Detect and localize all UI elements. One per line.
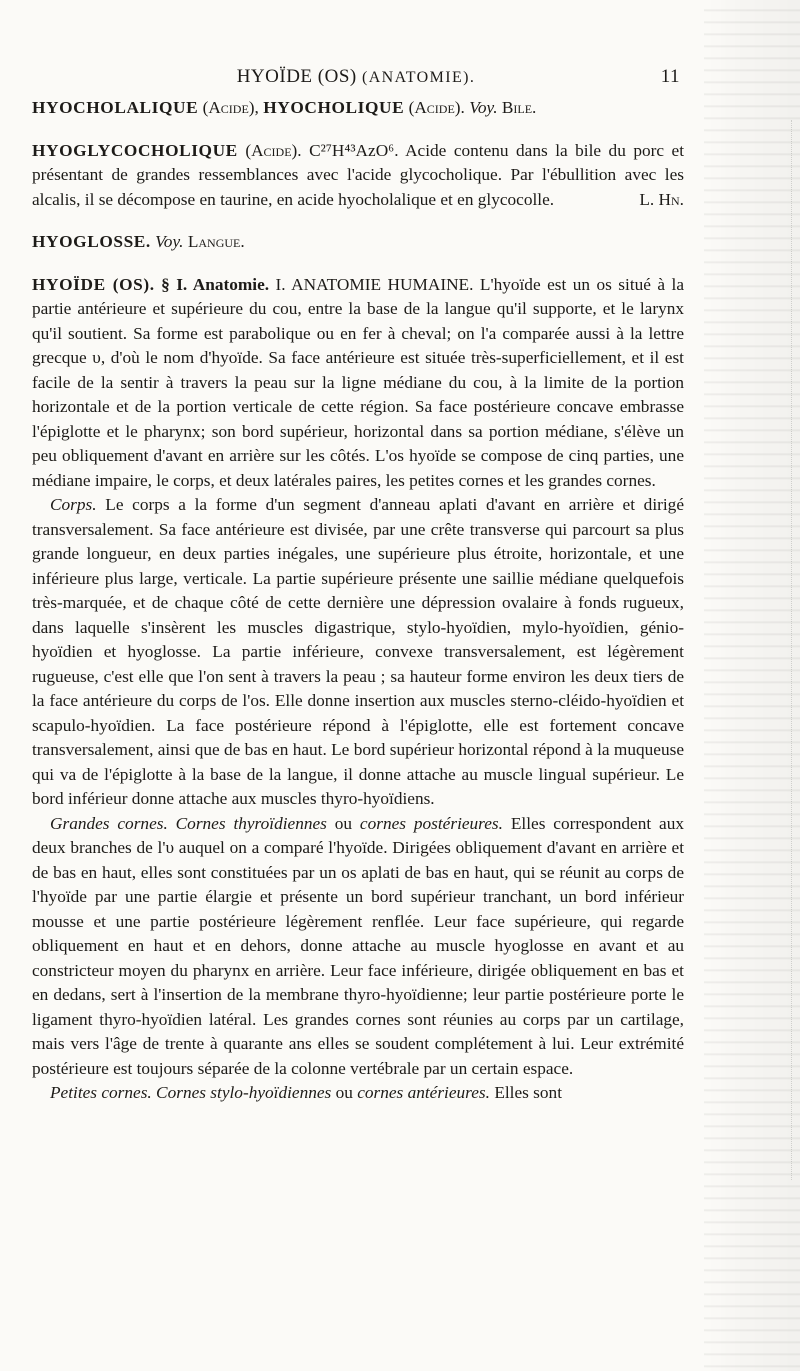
headword: HYOCHOLALIQUE — [32, 98, 199, 117]
paragraph-conjunction: ou — [334, 813, 353, 833]
paragraph-corps — [32, 493, 684, 812]
entry-type: (Acide). — [408, 98, 465, 117]
entry-hyoglosse — [32, 230, 684, 255]
running-head-section: (ANATOMIE). — [361, 69, 476, 86]
paragraph-grandes-cornes — [32, 812, 684, 1082]
headword: HYOGLYCOCHOLIQUE — [32, 140, 238, 160]
running-head — [32, 66, 680, 90]
paragraph-title: Grandes cornes. Cornes thyroïdiennes — [50, 813, 327, 833]
paragraph-alt-title: cornes antérieures. — [357, 1083, 490, 1102]
see-also-ref: Bile. — [501, 98, 537, 117]
page-text — [32, 96, 684, 1106]
entry-hyoide — [32, 273, 684, 494]
paragraph-text: Le corps a la forme d'un segment d'anneau aplati d'avant en arrière et dirigé transversalement. Sa face antérieure est divisée, par une crête transverse qui parcourt sa plus grande longueur, en deux parties inégales, une supérieure plus étroite, horizontale, et une inférieure plus large, verticale. La partie supérieure présente une saillie médiane quelquefois très-marquée, et de chaque côté de cette dernière une dépression ovalaire à fonds rugueux, dans laquelle s'insèrent les muscles digastrique, stylo-hyoïdien, mylo-hyoïdien, génio-hyoïdien et hyoglosse. La partie inférieure, convexe transversalement, est légèrement rugueuse, c'est elle que l'on sent à travers la peau ; sa hauteur forme environ les deux tiers de la face antérieure du corps de l'os. Elle donne insertion aux muscles sterno-cléido-hyoïdien et scapulo-hyoïdien. La face postérieure répond à l'épiglotte, elle est fortement concave transversalement, ainsi que de bas en haut. Le bord supérieur horizontal répond à la muqueuse qui va de l'épiglotte à la base de la langue, il donne attache au muscle lingual supérieur. Le bord inférieur donne attache aux muscles thyro-hyoïdiens. — [32, 495, 684, 808]
entry-type: (Acide), — [202, 98, 259, 117]
headword: HYOÏDE (OS). — [32, 274, 155, 294]
entry-text: Acide contenu dans la bile du porc et présentant de grandes ressemblances avec l'acide glycocholique. Par l'ébullition avec les alcalis, il se décompose en taurine, en acide hyocholalique et en glycocolle. — [32, 140, 684, 209]
entry-type: (Acide). — [245, 140, 302, 160]
running-head-title: HYOÏDE (OS) — [236, 66, 357, 87]
entry-intro: L'hyoïde est un os situé à la partie antérieure et supérieure du cou, entre la base de la langue qu'il supporte, et le larynx qu'il soutient. Sa forme est parabolique ou en fer à cheval; on l'a comparée aussi à la lettre grecque υ, d'où le nom d'hyoïde. Sa face antérieure est située très-superficiellement, et il est facile de la sentir à travers la peau sur la ligne médiane du cou, à la limite de la portion horizontale et de la portion verticale de cette région. Sa face postérieure concave embrasse l'épiglotte et le pharynx; son bord supérieur, horizontal dans sa portion médiane, s'élève un peu obliquement d'avant en arrière sur les côtés. L'os hyoïde se compose de cinq parties, une médiane impaire, le corps, et deux latérales paires, les petites cornes et les grandes cornes. — [32, 274, 684, 490]
chemical-formula: C²⁷H⁴³AzO⁶. — [309, 140, 399, 160]
entry-author: L. Hn. — [639, 189, 684, 209]
headword: HYOCHOLIQUE — [263, 98, 405, 117]
paragraph-text: Elles sont — [494, 1083, 562, 1102]
paragraph-text: Elles correspondent aux deux branches de l'υ auquel on a comparé l'hyoïde. Dirigées obliquement d'avant en arrière et de bas en haut, elles sont constituées par un os aplati de bas en haut, qui se réunit au corps de l'hyoïde par une partie élargie et présente un bord supérieur tranchant, un bord inférieur mousse et une partie postérieure légèrement renflée. Leur face supérieure, qui regarde obliquement en haut et en dehors, donne attache au muscle hyoglosse en avant et au constricteur moyen du pharynx en arrière. Leur face inférieure, dirigée obliquement en bas et en dedans, sert à l'insertion de la membrane thyro-hyoïdienne; leur partie postérieure porte le ligament thyro-hyoïdien latéral. Les grandes cornes sont réunies au corps par un cartilage, mais vers l'âge de trente à quarante ans elles se soudent complétement à lui. Leur extrémité postérieure est toujours séparée de la colonne vertébrale par un certain espace. — [32, 813, 684, 1078]
see-also-label: Voy. — [155, 232, 184, 251]
paragraph-petites-cornes — [32, 1081, 684, 1106]
section-heading: § I. Anatomie. — [161, 274, 270, 294]
entry-hyocholalique — [32, 96, 684, 121]
page-number: 11 — [660, 66, 680, 87]
paragraph-title: Petites cornes. Cornes stylo-hyoïdiennes — [50, 1083, 332, 1102]
margin-scan-line — [751, 120, 792, 1180]
subsection-heading: I. ANATOMIE HUMAINE. — [275, 274, 474, 294]
paragraph-alt-title: cornes postérieures. — [359, 813, 503, 833]
headword: HYOGLOSSE. — [32, 232, 151, 251]
paragraph-conjunction: ou — [335, 1083, 353, 1102]
see-also-ref: Langue. — [187, 232, 245, 251]
paragraph-title: Corps. — [50, 495, 97, 514]
see-also-label: Voy. — [469, 98, 498, 117]
entry-hyoglycocholique — [32, 139, 684, 213]
